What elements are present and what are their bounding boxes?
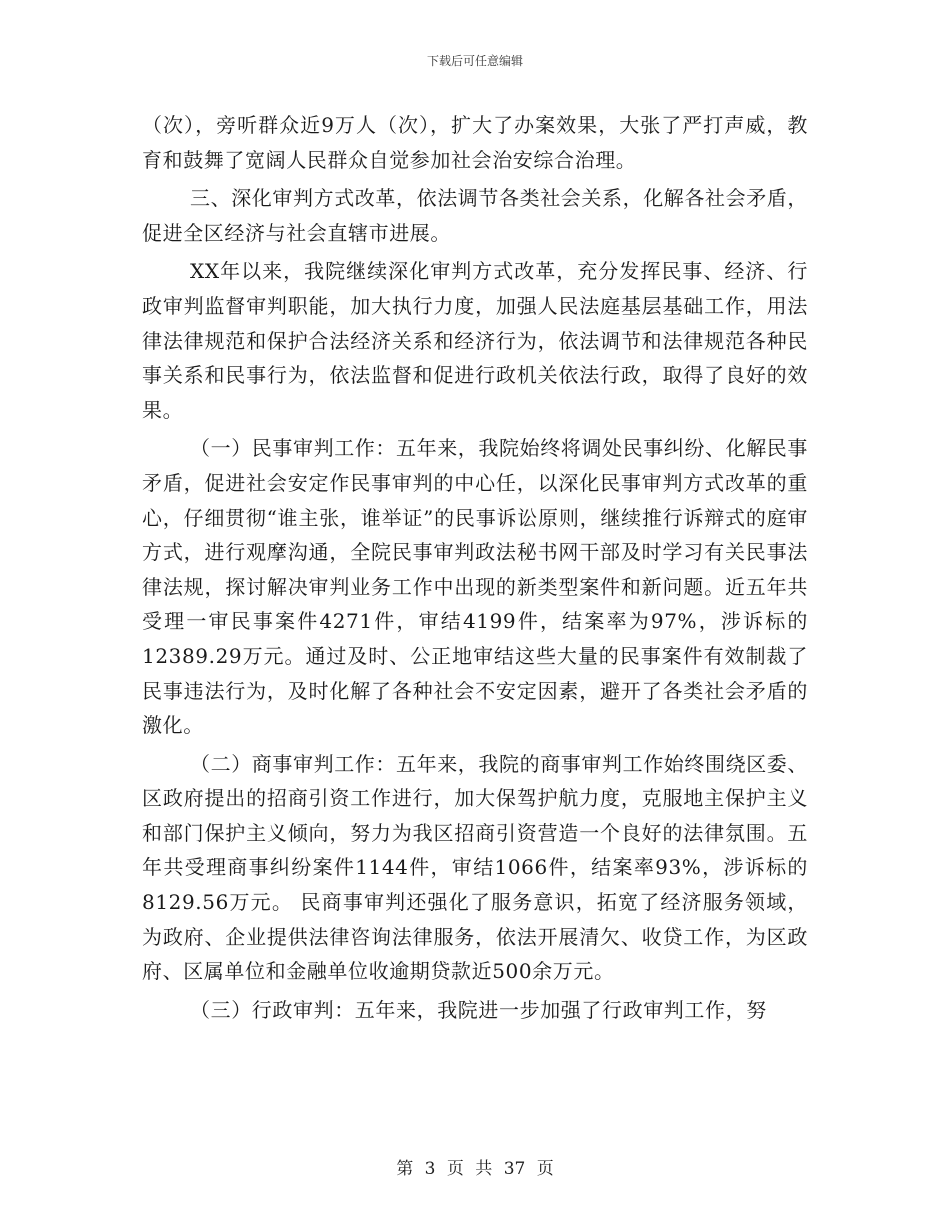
paragraph-administrative-trial: （三）行政审判：五年来，我院进一步加强了行政审判工作，努 [190,997,767,1022]
page-number-footer: 第 3 页 共 37 页 [396,1159,554,1179]
paragraph-commercial-trial: （二）商事审判工作：五年来，我院的商事审判工作始终围绕区委、区政府提出的招商引资工作进行，加大保驾护航力度，克服地主保护主义和部门保护主义倾向，努力为我区招商引资营造一个良好的法律氛围。五年共受理商事纠纷案件1144件，审结1066件，结案率93%，涉诉标的8129.56万元。 民商事审判还强化了服务意识，拓宽了经济服务领域，为政府、企业提供法律咨询法律服务，依法开展清欠、收贷工作，为区政府、区属单位和金融单位收逾期贷款近500余万元。 [142,751,808,984]
document-body [142,108,808,1031]
paragraph-civil-trial: （一）民事审判工作：五年来，我院始终将调处民事纠纷、化解民事矛盾，促进社会安定作民事审判的中心任，以深化民事审判方式改革的重心，仔细贯彻“谁主张，谁举证”的民事诉讼原则，继续推行诉辩式的庭审方式，进行观摩沟通，全院民事审判政法秘书网干部及时学习有关民事法律法规，探讨解决审判业务工作中出现的新类型案件和新问题。近五年共受理一审民事案件4271件，审结4199件，结案率为97%，涉诉标的12389.29万元。通过及时、公正地审结这些大量的民事案件有效制裁了民事违法行为，及时化解了各种社会不安定因素，避开了各类社会矛盾的激化。 [142,436,808,738]
paragraph-reform-overview: XX年以来，我院继续深化审判方式改革，充分发挥民事、经济、行政审判监督审判职能，加大执行力度，加强人民法庭基层基础工作，用法律法律规范和保护合法经济关系和经济行为，依法调节和法律规范各种民事关系和民事行为，依法监督和促进行政机关依法行政，取得了良好的效果。 [142,259,808,422]
page-header: 下载后可任意编辑 [426,54,523,68]
paragraph-section-three-heading: 三、深化审判方式改革，依法调节各类社会关系，化解各社会矛盾，促进全区经济与社会直辖市进展。 [142,186,808,245]
paragraph-continuation: （次），旁听群众近9万人（次），扩大了办案效果，大张了严打声威，教育和鼓舞了宽阔人民群众自觉参加社会治安综合治理。 [142,113,808,172]
